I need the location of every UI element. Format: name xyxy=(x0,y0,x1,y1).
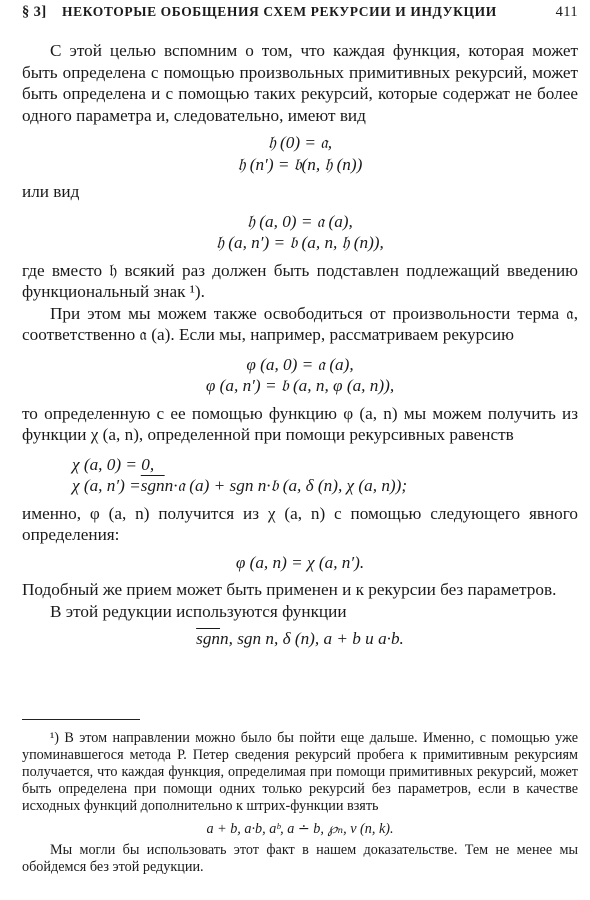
formula-4 xyxy=(22,454,578,497)
formula-1-line-1: 𝔥 (0) = 𝔞, xyxy=(267,133,333,152)
running-header xyxy=(22,4,578,26)
running-title: НЕКОТОРЫЕ ОБОБЩЕНИЯ СХЕМ РЕКУРСИИ И ИНДУКЦИИ xyxy=(62,4,497,19)
paragraph-7: В этой редукции используются функции xyxy=(50,601,347,621)
formula-3 xyxy=(22,354,578,397)
footnote-formula: a + b, a·b, aᵇ, a ∸ b, ℘ₙ, ν (n, k). xyxy=(206,821,394,837)
book-page xyxy=(22,0,578,900)
paragraph-5: именно, φ (a, n) получится из χ (a, n) с помощью следующего явного определения: xyxy=(22,503,578,544)
formula-2 xyxy=(22,211,578,254)
formula-4-line-2 xyxy=(72,475,578,497)
formula-6-rest: n, sgn n, δ (n), a + b и a·b. xyxy=(220,629,404,648)
formula-2-line-2: 𝔥 (a, n′) = 𝔟 (a, n, 𝔥 (n)), xyxy=(216,233,384,252)
formula-4-rhs: n·𝔞 (a) + sgn n·𝔟 (a, δ (n), χ (a, n)); xyxy=(164,476,408,495)
or-text: или вид xyxy=(22,182,80,201)
formula-4-lhs: χ (a, n′) = xyxy=(72,476,141,495)
section-marker: § 3] xyxy=(22,4,47,20)
footnote-end: Мы могли бы использовать этот факт в нашем доказательстве. Тем не менее мы обойдемся без этой редукции. xyxy=(22,842,578,875)
footnote xyxy=(22,730,578,876)
page-number: 411 xyxy=(555,4,578,20)
formula-1 xyxy=(22,132,578,175)
paragraph-3: При этом мы можем также освободиться от произвольности терма 𝔞, соответственно 𝔞 (a). Если мы, например, рассматриваем рекурсию xyxy=(22,303,578,344)
formula-3-line-1: φ (a, 0) = 𝔞 (a), xyxy=(246,354,354,374)
paragraph-6: Подобный же прием может быть применен и к рекурсии без параметров. xyxy=(22,580,557,599)
formula-3-line-2: φ (a, n′) = 𝔟 (a, n, φ (a, n)), xyxy=(205,376,395,395)
formula-5: φ (a, n) = χ (a, n′). xyxy=(235,552,365,572)
paragraph-2: где вместо 𝔥 всякий раз должен быть подставлен подлежащий введению функциональный знак ¹). xyxy=(22,260,578,301)
footnote-rule xyxy=(22,719,140,720)
main-text xyxy=(22,40,578,654)
sgn-bar: $\overline{sgn}$ xyxy=(140,476,165,495)
paragraph-1: С этой целью вспомним о том, что каждая функция, которая может быть определена с помощью произвольных примитивных рекурсий, может быть определена и с помощью таких рекурсий, которые содержат не более одного параметра и, следовательно, имеют вид xyxy=(22,41,578,125)
formula-2-line-1: 𝔥 (a, 0) = 𝔞 (a), xyxy=(247,211,353,231)
formula-1-line-2: 𝔥 (n′) = 𝔟(n, 𝔥 (n)) xyxy=(237,154,363,174)
sgn-bar-2: $\overline{sgn}$ xyxy=(196,629,221,648)
formula-6 xyxy=(22,628,578,650)
formula-4-line-1: χ (a, 0) = 0, xyxy=(72,454,155,474)
paragraph-4: то определенную с ее помощью функцию φ (a, n) мы можем получить из функции χ (a, n), определенной при помощи рекурсивных равенств xyxy=(22,403,578,444)
footnote-text: ¹) В этом направлении можно было бы пойти еще дальше. Именно, с помощью уже упоминавшегося метода Р. Петер сведения рекурсий пробега к примитивным рекурсиям получается, что каждая функция, определимая при помощи примитивных рекурсий, может быть определена при помощи одних только рекурсий без параметров, если в качестве исходных функций дополнительно к штрих-функции взять xyxy=(22,730,578,814)
